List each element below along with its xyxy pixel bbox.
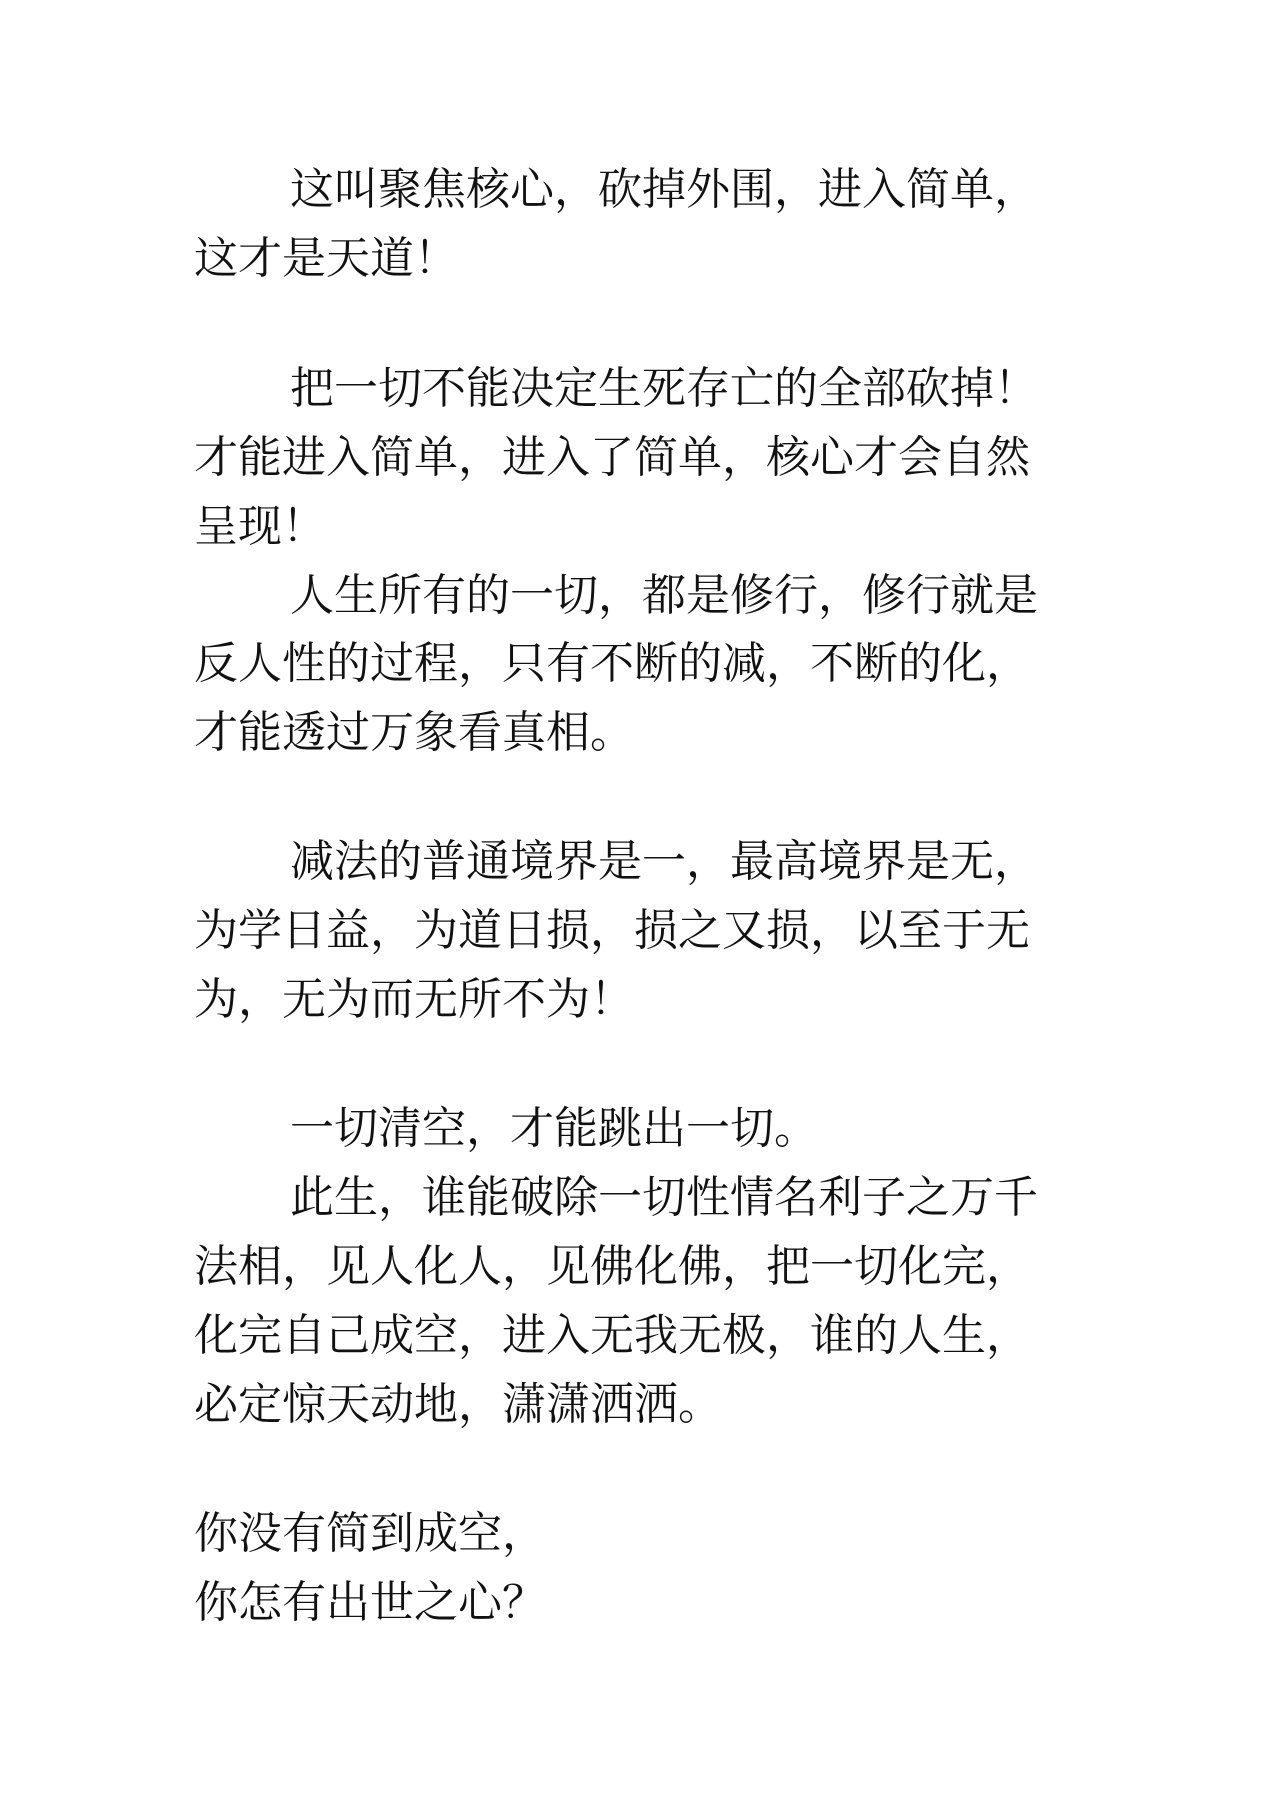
text-line: 必定惊天动地，潇潇洒洒。 — [194, 1379, 722, 1430]
text-line: 为学日益，为道日损，损之又损，以至于无 — [194, 905, 1030, 956]
text-line: 为，无为而无所不为！ — [194, 974, 634, 1025]
text-line: 这叫聚焦核心，砍掉外围，进入简单， — [290, 164, 1038, 215]
text-line: 呈现！ — [194, 501, 326, 552]
text-line: 法相，见人化人，见佛化佛，把一切化完， — [194, 1241, 1030, 1292]
text-line: 人生所有的一切，都是修行，修行就是 — [290, 570, 1038, 621]
text-line: 这才是天道！ — [194, 233, 458, 284]
text-line: 你没有简到成空， — [194, 1508, 546, 1559]
text-line: 一切清空，才能跳出一切。 — [290, 1103, 818, 1154]
text-line: 反人性的过程，只有不断的减，不断的化， — [194, 638, 1030, 689]
text-line: 你怎有出世之心？ — [194, 1577, 546, 1628]
text-line: 才能透过万象看真相。 — [194, 707, 634, 758]
text-line: 化完自己成空，进入无我无极，谁的人生， — [194, 1310, 1030, 1361]
text-line: 此生，谁能破除一切性情名利子之万千 — [290, 1172, 1038, 1223]
text-line: 减法的普通境界是一，最高境界是无， — [290, 836, 1038, 887]
text-line: 才能进入简单，进入了简单，核心才会自然 — [194, 432, 1030, 483]
text-line: 把一切不能决定生死存亡的全部砍掉！ — [290, 363, 1038, 414]
